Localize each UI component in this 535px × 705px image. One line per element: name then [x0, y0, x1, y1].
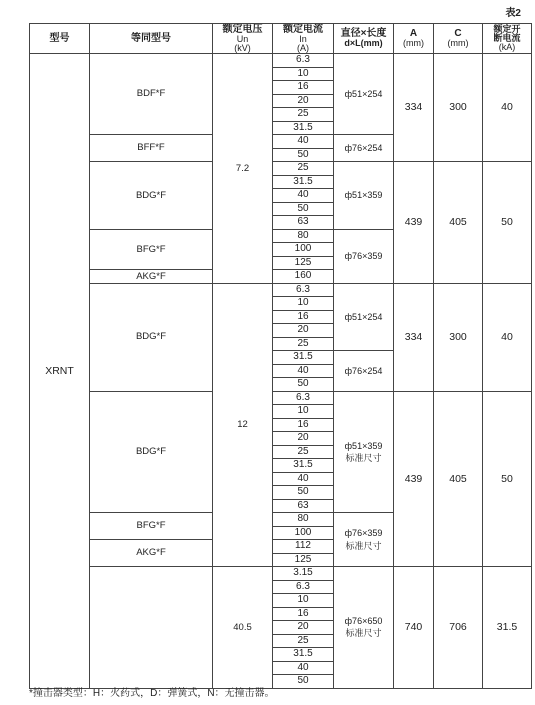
- dimension-cell: ф51×359: [334, 162, 394, 230]
- current-cell: 50: [273, 378, 334, 392]
- header-row: [30, 24, 532, 54]
- current-cell: 112: [273, 540, 334, 554]
- c-cell: 405: [434, 391, 483, 567]
- current-cell: 3.15: [273, 567, 334, 581]
- current-cell: 16: [273, 81, 334, 95]
- table-row: [30, 54, 532, 68]
- c-cell: 405: [434, 162, 483, 284]
- breaking-cell: 40: [483, 54, 532, 162]
- current-cell: 16: [273, 310, 334, 324]
- dimension-cell: ф51×254: [334, 283, 394, 351]
- table-row: [30, 391, 532, 405]
- dimension-cell: ф76×254: [334, 135, 394, 162]
- header-equivalent-model: 等同型号: [90, 24, 213, 54]
- breaking-cell: 50: [483, 391, 532, 567]
- current-cell: 80: [273, 513, 334, 527]
- current-cell: 125: [273, 256, 334, 270]
- c-cell: 300: [434, 283, 483, 391]
- header-dimension: [334, 24, 394, 54]
- equiv-model-cell: AKG*F: [90, 270, 213, 284]
- header-a: [394, 24, 434, 54]
- header-voltage-symbol: Un: [236, 33, 249, 44]
- equiv-model-cell: [90, 567, 213, 689]
- current-cell: 16: [273, 607, 334, 621]
- current-cell: 20: [273, 94, 334, 108]
- current-cell: 31.5: [273, 648, 334, 662]
- current-cell: 20: [273, 432, 334, 446]
- voltage-cell: 7.2: [213, 54, 273, 284]
- header-a-label: A: [409, 28, 418, 39]
- voltage-cell: 40.5: [213, 567, 273, 689]
- table-row: [30, 567, 532, 581]
- current-cell: 50: [273, 675, 334, 689]
- dimension-note: 标准尺寸: [345, 628, 382, 639]
- current-cell: 10: [273, 405, 334, 419]
- current-cell: 31.5: [273, 121, 334, 135]
- equiv-model-cell: BDG*F: [90, 391, 213, 513]
- current-cell: 25: [273, 108, 334, 122]
- header-breaking-unit: (kA): [498, 42, 516, 52]
- header-current-unit: (A): [297, 42, 309, 53]
- current-cell: 16: [273, 418, 334, 432]
- a-cell: 334: [394, 54, 434, 162]
- a-cell: 439: [394, 162, 434, 284]
- header-dimension-label: 直径×长度: [340, 28, 387, 39]
- fuse-spec-table: [29, 23, 532, 689]
- current-cell: 50: [273, 202, 334, 216]
- current-cell: 50: [273, 148, 334, 162]
- header-dimension-symbol: d×L(mm): [344, 38, 383, 48]
- dimension-note: 标准尺寸: [345, 452, 382, 463]
- header-c-label: C: [454, 28, 462, 39]
- current-cell: 40: [273, 135, 334, 149]
- current-cell: 20: [273, 324, 334, 338]
- current-cell: 40: [273, 661, 334, 675]
- current-cell: 50: [273, 486, 334, 500]
- dimension-cell: [334, 513, 394, 567]
- footnote: *撞击器类型：H：火药式，D：弹簧式，N：无撞击器。: [29, 688, 275, 699]
- dimension-cell: ф51×254: [334, 54, 394, 135]
- current-cell: 6.3: [273, 580, 334, 594]
- header-rated-current: [273, 24, 334, 54]
- current-cell: 31.5: [273, 351, 334, 365]
- header-rated-voltage: [213, 24, 273, 54]
- breaking-cell: 40: [483, 283, 532, 391]
- a-cell: 334: [394, 283, 434, 391]
- equiv-model-cell: AKG*F: [90, 540, 213, 567]
- header-c: [434, 24, 483, 54]
- current-cell: 10: [273, 594, 334, 608]
- table-row: [30, 283, 532, 297]
- current-cell: 6.3: [273, 54, 334, 68]
- voltage-cell: 12: [213, 283, 273, 567]
- dimension-value: ф76×650: [344, 616, 383, 627]
- a-cell: 740: [394, 567, 434, 689]
- current-cell: 40: [273, 472, 334, 486]
- current-cell: 100: [273, 526, 334, 540]
- a-cell: 439: [394, 391, 434, 567]
- table-number: 表2: [505, 8, 521, 19]
- header-a-unit: (mm): [403, 38, 424, 48]
- dimension-note: 标准尺寸: [345, 540, 382, 551]
- current-cell: 25: [273, 445, 334, 459]
- model-cell: XRNT: [30, 54, 90, 689]
- current-cell: 6.3: [273, 391, 334, 405]
- table-row: [30, 162, 532, 176]
- current-cell: 25: [273, 162, 334, 176]
- header-voltage-unit: (kV): [234, 42, 251, 53]
- header-voltage-label: 额定电压: [222, 23, 263, 35]
- dimension-cell: ф76×359: [334, 229, 394, 283]
- header-model: 型号: [30, 24, 90, 54]
- header-current-symbol: In: [299, 33, 307, 44]
- equiv-model-cell: BDG*F: [90, 283, 213, 391]
- current-cell: 63: [273, 499, 334, 513]
- current-cell: 100: [273, 243, 334, 257]
- breaking-cell: 50: [483, 162, 532, 284]
- dimension-value: ф51×359: [344, 440, 383, 451]
- equiv-model-cell: BFG*F: [90, 229, 213, 270]
- current-cell: 10: [273, 67, 334, 81]
- current-cell: 6.3: [273, 283, 334, 297]
- c-cell: 706: [434, 567, 483, 689]
- current-cell: 40: [273, 189, 334, 203]
- current-cell: 20: [273, 621, 334, 635]
- header-current-label: 额定电流: [283, 23, 323, 35]
- equiv-model-cell: BDF*F: [90, 54, 213, 135]
- current-cell: 160: [273, 270, 334, 284]
- dimension-cell: [334, 567, 394, 689]
- current-cell: 25: [273, 634, 334, 648]
- header-breaking-label-1: 额定开: [493, 24, 521, 34]
- equiv-model-cell: BDG*F: [90, 162, 213, 230]
- dimension-value: ф76×359: [344, 528, 383, 539]
- dimension-cell: ф76×254: [334, 351, 394, 392]
- current-cell: 31.5: [273, 459, 334, 473]
- current-cell: 63: [273, 216, 334, 230]
- equiv-model-cell: BFF*F: [90, 135, 213, 162]
- current-cell: 40: [273, 364, 334, 378]
- current-cell: 80: [273, 229, 334, 243]
- equiv-model-cell: BFG*F: [90, 513, 213, 540]
- c-cell: 300: [434, 54, 483, 162]
- header-c-unit: (mm): [447, 38, 469, 48]
- current-cell: 125: [273, 553, 334, 567]
- header-breaking-current: [483, 24, 532, 54]
- breaking-cell: 31.5: [483, 567, 532, 689]
- header-breaking-label-2: 断电流: [493, 33, 521, 43]
- current-cell: 25: [273, 337, 334, 351]
- dimension-cell: [334, 391, 394, 513]
- current-cell: 31.5: [273, 175, 334, 189]
- current-cell: 10: [273, 297, 334, 311]
